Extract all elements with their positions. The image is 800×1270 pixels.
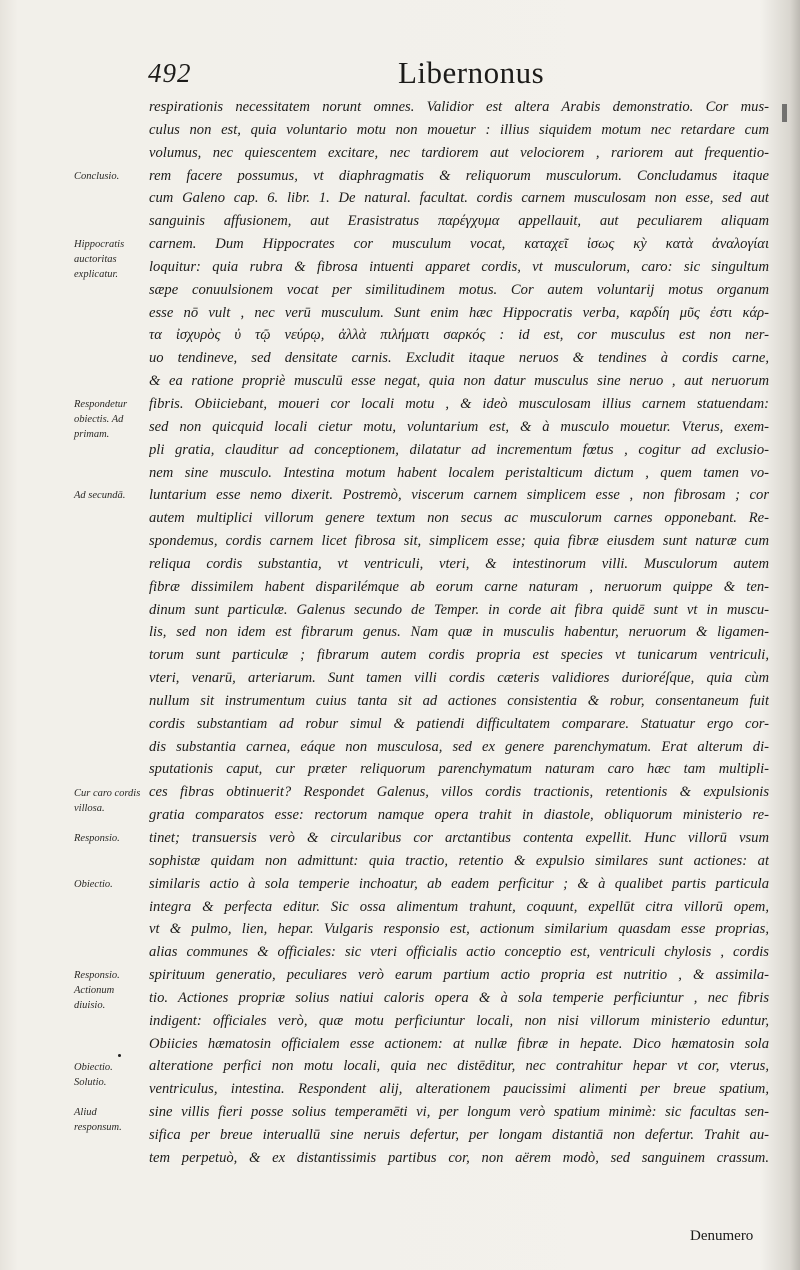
text-line: ventriculus, intestina. Respondent alij, alterationem paucissimi alimenti per breue spatium, — [149, 1081, 769, 1098]
ink-dot — [118, 1054, 121, 1057]
text-line: carnem. Dum Hippocrates cor musculum vocat, καταχεῖ ἰσως κỳ κατὰ ἀναλογίαι — [149, 236, 769, 253]
text-line: volumus, nec quiescentem excitare, nec tardiorem aut velociorem , rariorem aut frequentio- — [149, 144, 769, 161]
text-line: & ea ratione propriè musculū esse negat, quia non datur musculus sine neruo , aut neruorum — [149, 373, 769, 390]
text-line: spirituum generatio, peculiares verò earum partium actio propria est nutritio , & assimila- — [149, 967, 769, 984]
text-line: indigent: officiales verò, quæ motu perficiuntur locali, non nisi villorum ministerio eduntur, — [149, 1012, 769, 1029]
text-line: Obiicies hæmatosin officialem esse actionem: at nullæ fibræ in hepate. Dico hæmatosin sola — [149, 1035, 769, 1052]
text-line: sanguinis affusionem, aut Erasistratus παρέγχυμα appellauit, aut peculiarem aliquam — [149, 213, 769, 230]
text-line: fibræ dissimilem habent disparilémque ab eorum carne naturam , neruorum quippe & ten- — [149, 578, 769, 595]
margin-note: Responsio. Actionum diuisio. — [74, 970, 120, 1012]
text-line: rem facere possumus, vt diaphragmatis & reliquorum musculorum. Concludamus itaque — [149, 167, 769, 184]
text-line: nem sine musculo. Intestina motum habent localem peristalticum dictum , quem tamen vo- — [149, 464, 769, 481]
text-line: tio. Actiones propriæ solius natiui caloris opera & à sola temperie perficiuntur , nec fibris — [149, 989, 769, 1006]
margin-note: Respondetur obiectis. Ad primam. — [74, 399, 128, 441]
page-number: 492 — [148, 58, 192, 88]
text-line: sæpe conuulsionem vocat per similitudinem motus. Cor autem voluntarij motus organum — [149, 281, 769, 298]
page-edge-mark — [782, 104, 787, 122]
margin-note: Hippocratis auctoritas explicatur. — [74, 239, 125, 281]
text-line: dis substantia carnea, eáque non musculosa, sed ex genere parenchymatum. Erat alterum di- — [149, 738, 769, 755]
text-line: esse nō vult , nec verū musculum. Sunt enim hæc Hippocratis verba, καρδίη μῦς ἐστι κάρ- — [149, 304, 769, 321]
text-line: fibris. Obiiciebant, moueri cor locali motu , & ideò musculosam illius carnem statuendam: — [149, 395, 769, 412]
text-line: reliqua cordis substantia, vt ventriculi, vteri, & intestinorum villi. Musculorum autem — [149, 555, 769, 572]
text-line: gratia comparatos esse: rectorum namque opera trahit in diastole, obliquorum ministerio re- — [149, 807, 769, 824]
text-line: vteri, venarū, arteriarum. Sunt tamen villi cordis cæteris validiores durioréſque, quia cùm — [149, 670, 769, 687]
text-line: vt & pulmo, lien, hepar. Vulgaris responsio est, actionum similarium quasdam esse proprias, — [149, 921, 769, 938]
text-line: tinet; transuersis verò & circularibus cor arctantibus contenta expellit. Hunc villorū vsum — [149, 830, 769, 846]
text-line: integra & perfecta editur. Sic ossa alimentum trahunt, coquunt, expellūt citra villorū opem, — [149, 898, 769, 915]
text-line: spondemus, cordis carnem licet fibrosa sit, simplicem esse; quia fibræ eiusdem sunt naturæ cum — [149, 533, 769, 550]
text-line: uo tendineve, sed densitate carnis. Excludit itaque neruos & tendines à cordis carne, — [149, 350, 769, 367]
text-line: sine villis fieri posse solius temperamēti vi, per longum verò spatium minimè: sic facultas sen- — [149, 1104, 769, 1121]
text-line: cordis substantiam ad robur simul & patiendi difficultatem comparare. Statuatur ergo cor- — [149, 715, 769, 732]
text-line: torum sunt particulæ ; fibrarum autem cordis propria est species vt tunicarum ventriculi, — [149, 647, 769, 664]
text-line: sophistæ quidam non admittunt: quia tractio, retentio & expulsio similares sunt actiones: at — [149, 852, 769, 869]
text-line: alias communes & officiales: sic vteri officialis actio conceptio est, ventriculi chylosis , cordis — [149, 944, 769, 961]
text-line: sifica per breue interuallū sine neruis defertur, per longam distantiā non defertur. Trahit au- — [149, 1126, 769, 1143]
text-line: pli gratia, clauditur ad conceptionem, dilatatur ad incrementum fœtus , cogitur ad exclusio- — [149, 441, 769, 458]
text-line: dinum sunt particulæ. Galenus secundo de Temper. in corde ait fibra quidē sunt vt in muscu- — [149, 601, 769, 618]
text-line: similaris actio à sola temperie inchoatur, ab eadem perficitur ; & à qualibet partis particula — [149, 875, 769, 892]
margin-note: Obiectio. Solutio. — [74, 1061, 113, 1088]
text-line: luntarium esse nemo dixerit. Postremò, viscerum carnem simplicem esse , non fibrosam ; cor — [149, 487, 769, 504]
margin-note: Obiectio. — [74, 878, 113, 890]
text-line: loquitur: quia rubra & fibrosa intuenti apparet cordis, vt musculorum, caro: sic singultum — [149, 258, 769, 275]
text-line: autem multiplici villorum genere textum non secus ac musculorum carnes opponebant. Re- — [149, 510, 769, 527]
text-line: ces fibras obtinuerit? Respondet Galenus, villos cordis tractionis, retentionis & expulsionis — [149, 784, 769, 801]
body-text — [149, 96, 769, 1170]
text-line: respirationis necessitatem norunt omnes. Validior est altera Arabis demonstratio. Cor mus- — [149, 99, 769, 115]
margin-note: Ad secundā. — [74, 490, 126, 502]
text-line: nullum sit instrumentum cuius tanta sit ad actiones consistentia & robur, consentaneum fuit — [149, 692, 769, 709]
margin-note: Aliud responsum. — [74, 1107, 122, 1134]
text-line: alteratione perfici non motu locali, quia nec distēditur, nec contrahitur hepar vt cor, vterus, — [149, 1058, 769, 1075]
running-head: Libernonus — [398, 55, 545, 90]
text-line: sed non quicquid locali cietur motu, voluntarium est, & à musculo mouetur. Vterus, exem- — [149, 418, 769, 435]
margin-note: Conclusio. — [74, 170, 120, 182]
text-line: τα ἰσχυρὸς ὐ τῷ νεύρῳ, ἀλλὰ πιλήματι σαρκός : id est, cor musculus est non ner- — [149, 327, 769, 344]
text-line: cum Galeno cap. 6. libr. 1. De natural. facultat. cordis carnem musculosam non esse, sed aut — [149, 190, 769, 207]
text-line: culus non est, quia voluntario motu non mouetur : illius siquidem motum nec retardare cum — [149, 121, 769, 138]
text-line: lis, sed non idem est fibrarum genus. Nam quæ in musculis habentur, neruorum & ligamen- — [149, 624, 769, 641]
margin-note: Responsio. — [74, 833, 120, 845]
catchword: Denumero — [690, 1228, 754, 1244]
margin-note: Cur caro cordis villosa. — [74, 787, 141, 814]
text-line: sputationis caput, cur præter reliquorum parenchymatum naturam caro hæc tam multipli- — [149, 761, 769, 778]
text-line: tem perpetuò, & ex distantissimis partibus cor, non aërem modò, sed sanguinem crassum. — [149, 1149, 769, 1166]
